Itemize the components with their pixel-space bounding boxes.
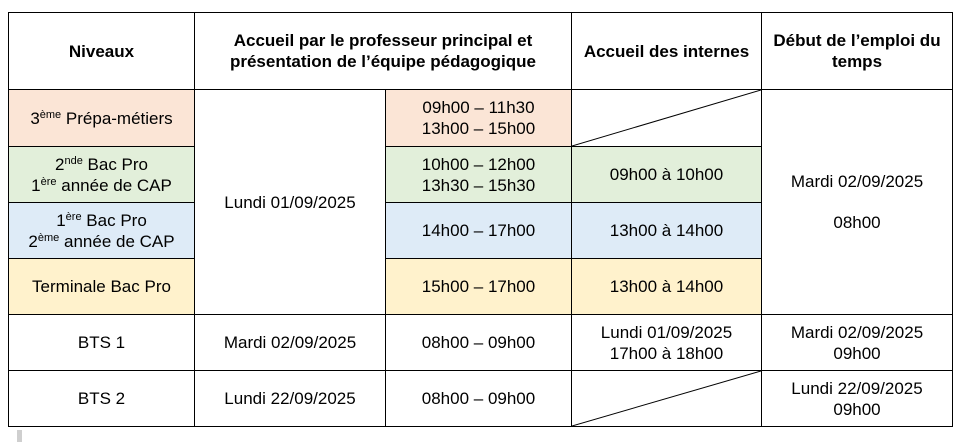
header-row <box>9 13 953 90</box>
level-cell: Terminale Bac Pro <box>9 259 195 315</box>
time-cell: 15h00 – 17h00 <box>386 259 572 315</box>
header-accueil-internes: Accueil des internes <box>572 13 762 90</box>
diagonal-strike <box>572 371 761 426</box>
level-cell: 2nde Bac Pro 1ère année de CAP <box>9 147 195 203</box>
date-cell: Mardi 02/09/2025 <box>195 315 386 371</box>
header-niveaux: Niveaux <box>9 13 195 90</box>
internes-cell: 13h00 à 14h00 <box>572 203 762 259</box>
level-cell: 3ème Prépa-métiers <box>9 90 195 147</box>
header-debut-edt: Début de l’emploi du temps <box>762 13 953 90</box>
level-cell: BTS 1 <box>9 315 195 371</box>
debut-cell: Lundi 22/09/2025 09h00 <box>762 371 953 427</box>
date-cell: Lundi 22/09/2025 <box>195 371 386 427</box>
schedule-table-wrapper <box>8 12 953 427</box>
time-cell: 14h00 – 17h00 <box>386 203 572 259</box>
level-cell: 1ère Bac Pro 2ème année de CAP <box>9 203 195 259</box>
internes-cell: Lundi 01/09/2025 17h00 à 18h00 <box>572 315 762 371</box>
table-row <box>9 371 953 427</box>
internes-cell-empty <box>572 371 762 427</box>
debut-cell: Mardi 02/09/2025 09h00 <box>762 315 953 371</box>
debut-cell-merged: Mardi 02/09/2025 08h00 <box>762 90 953 315</box>
level-cell: BTS 2 <box>9 371 195 427</box>
internes-cell: 13h00 à 14h00 <box>572 259 762 315</box>
date-cell-merged: Lundi 01/09/2025 <box>195 90 386 315</box>
internes-cell-empty <box>572 90 762 147</box>
internes-cell: 09h00 à 10h00 <box>572 147 762 203</box>
table-row <box>9 90 953 147</box>
page-margin-marker <box>17 430 22 442</box>
time-cell: 08h00 – 09h00 <box>386 315 572 371</box>
time-cell: 08h00 – 09h00 <box>386 371 572 427</box>
time-cell: 09h00 – 11h30 13h00 – 15h00 <box>386 90 572 147</box>
table-row <box>9 315 953 371</box>
time-cell: 10h00 – 12h00 13h30 – 15h30 <box>386 147 572 203</box>
diagonal-strike <box>572 90 761 146</box>
header-accueil-pp: Accueil par le professeur principal et présentation de l’équipe pédagogique <box>195 13 572 90</box>
schedule-table <box>8 12 953 427</box>
